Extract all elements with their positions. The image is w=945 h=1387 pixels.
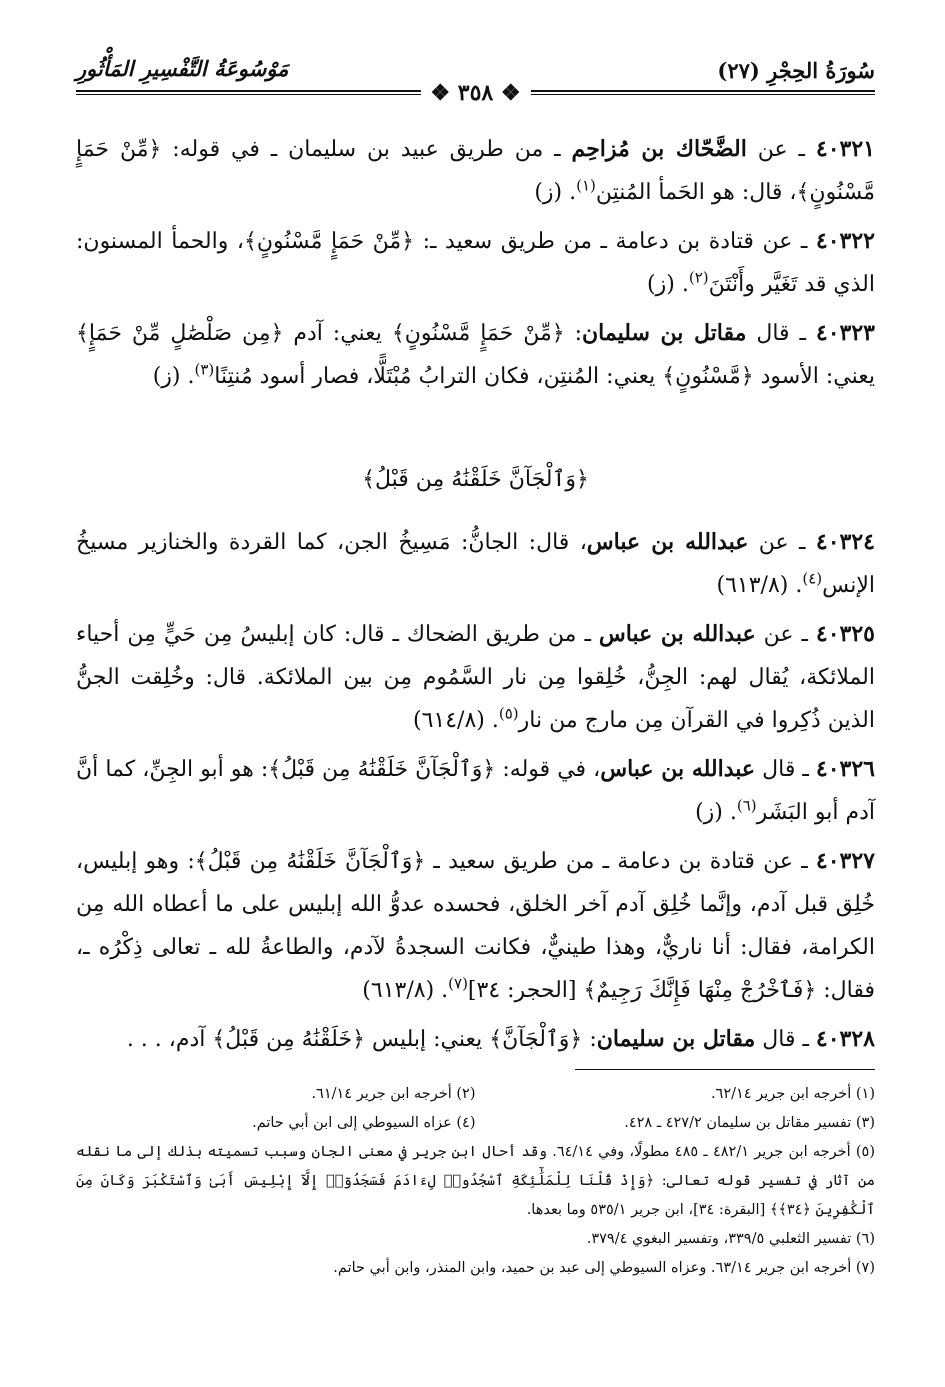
footnote-row: [76, 1109, 875, 1138]
entry-text: : ﴿وَٱلْجَآنَّ﴾ يعني: إبليس ﴿خَلَقْنَٰهُ مِن قَبْلُ﴾ آدم، . . .: [126, 1027, 597, 1052]
entry-text: ـ قال: [746, 321, 816, 346]
entry-source: . (ز): [647, 272, 689, 297]
entry-source: . (٦١٤/٨): [412, 708, 499, 733]
page-number: ❖ ٣٥٨ ❖: [420, 80, 530, 106]
section-heading-verse: ﴿وَٱلْجَآنَّ خَلَقْنَٰهُ مِن قَبْلُ﴾: [362, 467, 589, 492]
entry-text: ـ عن: [746, 137, 816, 162]
footnote-7: (٧) أخرجه ابن جرير ٦٣/١٤. وعزاه السيوطي إلى عبد بن حميد، وابن المنذر، وابن أبي حاتم.: [333, 1260, 875, 1276]
entry-40323: [76, 312, 875, 398]
book-title: مَوْسُوعَةُ التَّفْسِيرِ المَأْثُورِ: [76, 56, 289, 81]
entry-40326: [76, 748, 875, 834]
footnote-marker[interactable]: (٥): [498, 704, 519, 723]
narrator-name: مقاتل بن سليمان: [582, 320, 747, 346]
main-text: [76, 128, 875, 1067]
entry-source: . (٦١٣/٨): [716, 573, 803, 598]
footnote-5: (٥) أخرجه ابن جرير ٤٨٢/١ ـ ٤٨٥ مطولًا، وفي ٦٤/١٤. وقد أحال ابن جرير في معنى الجان وسبب تسميته بذلك إلى ما نقله من آثار في تفسير قوله تعالى: ﴿وَإِذْ قُلْنَا لِلْمَلَٰٓئِكَةِ ٱسْجُدُوا۟ لِءَادَمَ فَسَجَدُوٓا۟ إِلَّآ إِبْلِيسَ أَبَىٰ وَٱسْتَكْبَرَ وَكَانَ مِنَ ٱلْكَٰفِرِينَ ﴿٣٤﴾﴾ [البقرة: ٣٤]، ابن جرير ٥٣٥/١ وما بعدها.: [76, 1144, 876, 1218]
entry-text: ـ عن: [748, 530, 816, 555]
footnote-2: (٢) أخرجه ابن جرير ٦١/١٤.: [311, 1086, 476, 1102]
entry-source: . (ز): [695, 800, 737, 825]
entry-source: . (ز): [152, 364, 195, 389]
footnote-marker[interactable]: (١): [576, 176, 596, 195]
narrator-name: عبدالله بن عباس: [600, 756, 756, 782]
footnote-marker[interactable]: (٢): [688, 268, 709, 287]
entry-number: ٤٠٣٢٦: [815, 756, 875, 782]
footnotes: [76, 1080, 875, 1283]
footnote-6: (٦) تفسير الثعلبي ٣٣٩/٥، وتفسير البغوي ٣٧٩/٤.: [586, 1231, 875, 1247]
entry-40321: [76, 128, 875, 214]
entry-source: . (ز): [534, 180, 577, 205]
entry-40322: [76, 220, 875, 306]
footnote-1: (١) أخرجه ابن جرير ٦٢/١٤.: [710, 1086, 875, 1102]
footnote-marker[interactable]: (٧): [448, 974, 468, 993]
entry-text: ـ من طريق عبيد بن سليمان ـ في قوله: ﴿مِّنْ حَمَإٍ مَّسْنُونٍ﴾، قال: هو الحَمأ المُنتِن: [76, 137, 875, 205]
running-header: [76, 50, 875, 106]
page-number-text: ٣٥٨: [457, 80, 494, 106]
narrator-name: عبدالله بن عباس: [586, 529, 749, 555]
footnote-marker[interactable]: (٤): [802, 569, 823, 588]
entry-text: ـ من طريق الضحاك ـ قال: كان إبليسُ مِن حَيٍّ مِن أحياء الملائكة، يُقال لهم: الجِنُّ، خُلِقوا مِن نار السَّمُوم مِن بين الملائكة. قال: وخُلِقت الجنُّ الذين ذُكِروا في القرآن مِن مارج من نار: [76, 622, 875, 733]
footnote-row: [76, 1080, 875, 1109]
entry-text: : ﴿مِّنْ حَمَإٍ مَّسْنُونٍ﴾ يعني: آدم ﴿مِن صَلْصَٰلٍ مِّنْ حَمَإٍ﴾ يعني: الأسود ﴿مَّسْنُونٍ﴾ يعني: المُنتِن، فكان الترابُ مُبْتَلًّا، فصار أسود مُنتِنًا: [76, 321, 875, 389]
footnote-4: (٤) عزاه السيوطي إلى ابن أبي حاتم.: [252, 1115, 476, 1131]
footnote-marker[interactable]: (٣): [194, 360, 215, 379]
entry-source: . (٦١٣/٨): [362, 978, 449, 1003]
entry-text: ، قال: الجانُّ: مَسِيخُ الجن، كما القردة والخنازير مسيخُ الإنس: [76, 530, 875, 598]
surah-title: سُورَةُ الحِجْرِ (٢٧): [717, 58, 875, 83]
footnote-marker[interactable]: (٦): [736, 796, 757, 815]
narrator-name: مقاتل بن سليمان: [596, 1026, 756, 1052]
narrator-name: عبدالله بن عباس: [598, 621, 756, 647]
entry-text: ـ عن: [755, 622, 816, 647]
narrator-name: الضَّحّاك بن مُزاحِم: [571, 136, 747, 162]
footnote-separator: [575, 1069, 875, 1070]
entry-number: ٤٠٣٢٨: [815, 1026, 875, 1052]
entry-text: ـ عن قتادة بن دعامة ـ من طريق سعيد ـ: ﴿مِّنْ حَمَإٍ مَّسْنُونٍ﴾، والحمأ المسنون: الذي قد تَغَيَّر وأَنْتَنَ: [76, 229, 875, 297]
entry-number: ٤٠٣٢٣: [815, 320, 875, 346]
entry-text: ـ عن قتادة بن دعامة ـ من طريق سعيد ـ ﴿وَٱلْجَآنَّ خَلَقْنَٰهُ مِن قَبْلُ﴾: وهو إبليس، خُلِق قبل آدم، وإنَّما خُلِق آدم آخر الخلق، فحسده عدوُّ الله إبليس على ما أعطاه الله مِن الكرامة، فقال: أنا ناريٌّ، وهذا طينيٌّ، فكانت السجدةُ لآدم، والطاعةُ لله ـ تعالى ذِكْرُه ـ، فقال: ﴿فَٱخْرُجْ مِنْهَا فَإِنَّكَ رَجِيمٌ﴾ [الحجر: ٣٤]: [76, 849, 875, 1003]
entry-number: ٤٠٣٢٢: [815, 228, 875, 254]
footnote-3: (٣) تفسير مقاتل بن سليمان ٤٢٧/٢ ـ ٤٢٨.: [624, 1115, 875, 1131]
entry-40325: [76, 613, 875, 742]
entry-text: ، في قوله: ﴿وَٱلْجَآنَّ خَلَقْنَٰهُ مِن قَبْلُ﴾: هو أبو الجِنِّ، كما أنَّ آدم أبو البَشَر: [76, 757, 875, 825]
entry-40324: [76, 521, 875, 607]
entry-text: ـ قال: [755, 757, 816, 782]
entry-number: ٤٠٣٢١: [815, 136, 875, 162]
entry-number: ٤٠٣٢٥: [815, 621, 875, 647]
entry-40328: [76, 1018, 875, 1061]
entry-number: ٤٠٣٢٧: [815, 848, 875, 874]
entry-text: ـ قال: [755, 1027, 816, 1052]
entry-number: ٤٠٣٢٤: [815, 529, 875, 555]
entry-40327: [76, 840, 875, 1012]
